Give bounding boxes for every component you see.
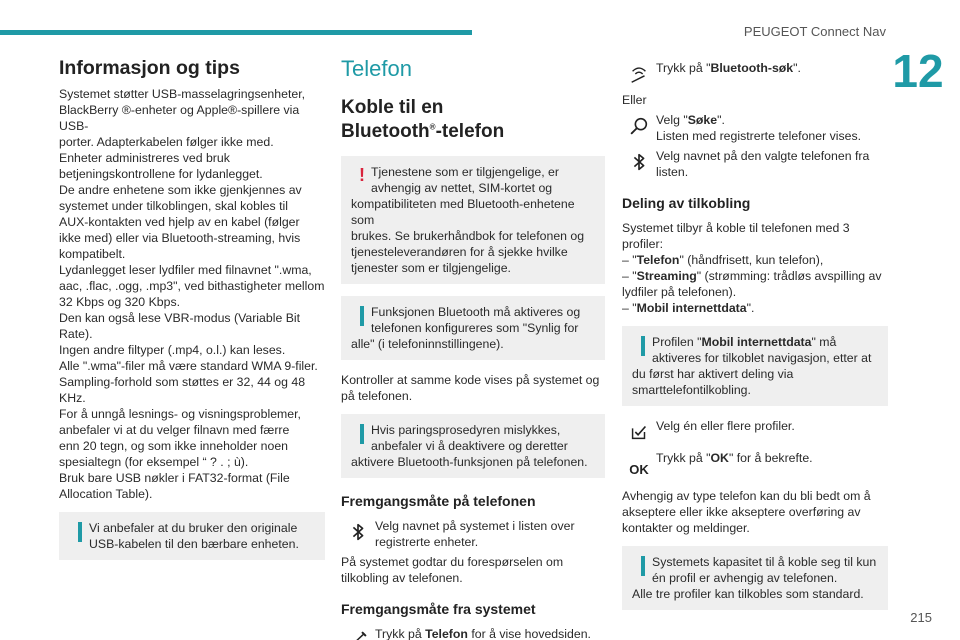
text-line: USB-kabelen til den bærbare enheten. [89, 537, 299, 551]
text-line: brukes. Se brukerhåndbok for telefonen og [351, 229, 585, 243]
text-line: tjenesteleverandøren for å sjekke hvilke [351, 245, 568, 259]
info-box-bluetooth-visible [341, 296, 605, 360]
text-line: listen. [656, 165, 689, 179]
bluetooth-icon [341, 518, 375, 546]
text-line: på telefonen. [341, 389, 413, 403]
page-number: 215 [910, 610, 932, 625]
warning-box-services [341, 156, 605, 284]
text-line: Rate). [59, 327, 93, 341]
text-line: Lydanlegget leser lydfiler med filnavnet ".wma, [59, 263, 312, 277]
text-line: Velg navnet på systemet i listen over [375, 519, 575, 533]
checkbox-icon [622, 418, 656, 446]
text-line: alle" (i telefoninnstillingene). [351, 337, 504, 351]
info-icon [355, 306, 369, 329]
text-line: Alle ".wma"-filer må være standard WMA 9-filer. [59, 359, 318, 373]
warning-icon: ! [359, 165, 365, 185]
text-line: betjeningskontrollene for lydanlegget. [59, 167, 263, 181]
text-line: ikke med) eller via Bluetooth-streaming, hvis [59, 231, 301, 245]
text-line: Tjenestene som er tilgjengelige, er [371, 165, 559, 179]
text-line: én profil er avhengig av telefonen. [652, 571, 838, 585]
profile-item-mobil-data: – "Mobil internettdata". [622, 301, 755, 315]
text-line: Den kan også lese VBR-modus (Variable Bit [59, 311, 301, 325]
text-line: Sampling-forhold som støttes er 32, 44 og 48 [59, 375, 306, 389]
heading-telefon: Telefon [341, 56, 412, 81]
text-line: Hvis paringsprosedyren mislykkes, [371, 423, 561, 437]
info-icon [355, 424, 369, 447]
heading-procedure-system: Fremgangsmåte fra systemet [341, 601, 536, 617]
text-line: 32 Kbps og 320 Kbps. [59, 295, 181, 309]
text-line: profiler: [622, 237, 664, 251]
heading-procedure-phone: Fremgangsmåte på telefonen [341, 493, 536, 509]
text-line: aktivere Bluetooth-funksjonen på telefonen. [351, 455, 588, 469]
info-box-usb-cable [59, 512, 325, 560]
column-search-sharing [622, 56, 888, 622]
text-line: Avhengig av type telefon kan du bli bedt om å [622, 489, 871, 503]
heading-info-tips: Informasjon og tips [59, 57, 240, 79]
text-line: aac, .flac, .ogg, .mp3", ved bithastigheter mellom [59, 279, 325, 293]
profile-item-streaming: – "Streaming" (strømming: trådløs avspilling av [622, 269, 882, 283]
text-line: avhengig av nettet, SIM-kortet og [371, 181, 553, 195]
text-line: akseptere eller ikke akseptere overføring av [622, 505, 861, 519]
column-telefon [341, 56, 605, 640]
text-line: Velg navnet på den valgte telefonen fra [656, 149, 870, 163]
step-phone-select [341, 518, 605, 550]
bluetooth-icon [622, 148, 656, 176]
text-line: tjenester som er tilgjengelige. [351, 261, 511, 275]
bluetooth-search-icon [622, 60, 656, 88]
column-info-tips [59, 56, 325, 572]
text-line: porter. Adapterkabelen følger ikke med. [59, 135, 274, 149]
info-icon [636, 556, 650, 579]
text-line: De andre enhetene som ikke gjenkjennes av [59, 183, 302, 197]
text-line: registrerte enheter. [375, 535, 479, 549]
text-line: tilkobling av telefonen. [341, 571, 463, 585]
header-accent-bar [0, 30, 472, 35]
step-select-phone [622, 148, 888, 180]
step-ok: OK Trykk på "OK" for å bekrefte. [622, 450, 888, 478]
text-line: Funksjonen Bluetooth må aktiveres og [371, 305, 581, 319]
text-line: kontakter og meldinger. [622, 521, 750, 535]
text-line: Kontroller at samme kode vises på systemet og [341, 373, 600, 387]
ok-icon: OK [629, 462, 649, 477]
phone-handset-icon [341, 626, 375, 640]
text-line: anbefaler vi at du velger filnavn med færre [59, 423, 290, 437]
text-line: lydfiler på telefonen). [622, 285, 737, 299]
text-line: Systemets kapasitet til å koble seg til kun [652, 555, 877, 569]
text-line: enn 20 tegn, og som ikke inneholder noen [59, 439, 289, 453]
text-line: aktiveres for tilkoblet navigasjon, etter at [652, 351, 872, 365]
info-box-pairing [341, 414, 605, 478]
heading-connection-sharing: Deling av tilkobling [622, 195, 751, 211]
text-line: spesialtegn (for eksempel “ ? . ; ù). [59, 455, 249, 469]
search-icon [622, 112, 656, 140]
info-box-mobile-data: Profilen "Mobil internettdata" må aktiveres for tilkoblet navigasjon, etter at du først har aktivert deling via smarttelefontilkobling. [622, 326, 888, 406]
text-line: Allocation Table). [59, 487, 153, 501]
text-line: AUX-kontakten ved hjelp av en kabel (følger [59, 215, 300, 229]
chapter-number: 12 [892, 45, 944, 97]
text-line: Ingen andre filtyper (.mp4, o.l.) kan leses. [59, 343, 286, 357]
text-line: På systemet godtar du forespørselen om [341, 555, 564, 569]
info-tips-body [59, 86, 325, 502]
step-bluetooth-search: Trykk på "Bluetooth-søk". [622, 60, 888, 88]
info-icon [73, 522, 87, 545]
text-line: kompatibiliteten med Bluetooth-enhetene som [351, 197, 575, 227]
text-line: anbefaler vi å deaktivere og deretter [371, 439, 568, 453]
info-icon [636, 336, 650, 359]
text-line: systemet under tilkoblingen, skal kobles til [59, 199, 288, 213]
header-title: PEUGEOT Connect Nav [743, 24, 886, 39]
step-search: Velg "Søke". Listen med registrerte telefoner vises. [622, 112, 888, 144]
step-system-telefon: Trykk på Telefon for å vise hovedsiden. [341, 626, 605, 640]
heading-connect-bluetooth: Koble til en Bluetooth®-telefon [341, 97, 505, 142]
profile-item-telefon: – "Telefon" (håndfrisett, kun telefon), [622, 253, 824, 267]
text-line: Vi anbefaler at du bruker den originale [89, 521, 298, 535]
text-line: KHz. [59, 391, 86, 405]
text-line: Alle tre profiler kan tilkobles som standard. [632, 587, 864, 601]
text-line: BlackBerry ®-enheter og Apple®-spillere via USB- [59, 103, 300, 133]
text-line: For å unngå lesnings- og visningsproblemer, [59, 407, 301, 421]
text-line: telefonen konfigureres som "Synlig for [371, 321, 579, 335]
text-line: du først har aktivert deling via [632, 367, 794, 381]
text-line: Bruk bare USB nøkler i FAT32-format (File [59, 471, 290, 485]
eller-label: Eller [622, 93, 647, 107]
text-line: Enheter administreres ved bruk [59, 151, 230, 165]
step-select-profiles: Velg én eller flere profiler. [622, 418, 888, 446]
text-line: kompatibelt. [59, 247, 126, 261]
text-line: Systemet tilbyr å koble til telefonen med 3 [622, 221, 850, 235]
info-box-profile-capacity [622, 546, 888, 610]
text-line: Systemet støtter USB-masselagringsenheter, [59, 87, 306, 101]
text-line: smarttelefontilkobling. [632, 383, 751, 397]
